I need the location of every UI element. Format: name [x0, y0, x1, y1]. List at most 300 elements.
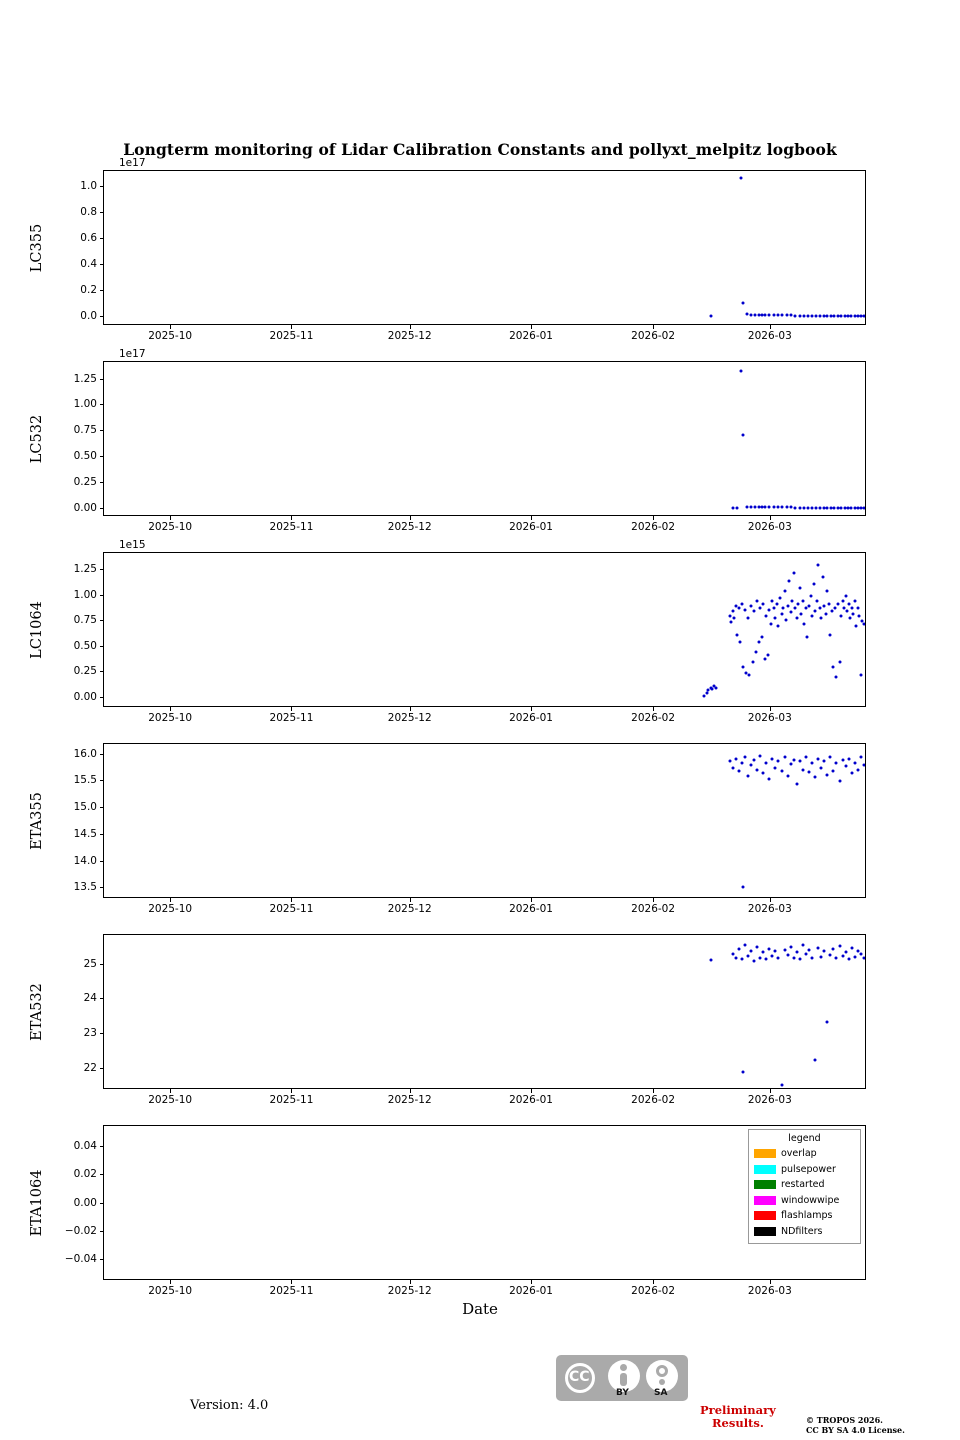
subplot-eta355 — [103, 743, 866, 898]
x-tick-label: 2025-11 — [269, 1094, 314, 1106]
data-point — [811, 957, 814, 960]
data-point — [801, 599, 804, 602]
legend-label: overlap — [781, 1148, 817, 1160]
y-tick-label: 0.04 — [73, 1140, 97, 1153]
legend-item — [754, 1208, 855, 1224]
x-tick-label: 2025-12 — [387, 712, 432, 724]
data-point — [783, 948, 786, 951]
data-point — [742, 666, 745, 669]
data-point — [786, 775, 789, 778]
data-point — [751, 661, 754, 664]
data-point — [812, 582, 815, 585]
y-tick-mark — [100, 780, 104, 781]
y-tick-label: 0.75 — [73, 614, 97, 627]
y-tick-mark — [100, 508, 104, 509]
data-point — [826, 506, 829, 509]
legend-item — [754, 1177, 855, 1193]
version-text: Version: 4.0 — [190, 1398, 269, 1413]
legend — [748, 1129, 861, 1244]
y-tick-mark — [100, 754, 104, 755]
data-point — [743, 944, 746, 947]
data-point — [750, 314, 753, 317]
data-point — [786, 605, 789, 608]
data-point — [856, 949, 859, 952]
data-point — [780, 769, 783, 772]
data-point — [737, 947, 740, 950]
x-tick-label: 2026-01 — [509, 1094, 553, 1106]
y-tick-label: 0.02 — [73, 1168, 97, 1181]
x-tick-label: 2026-01 — [509, 521, 553, 533]
cc-by-label: BY — [616, 1388, 629, 1398]
x-tick-mark — [170, 898, 171, 902]
data-point — [750, 506, 753, 509]
y-axis-offset-text: 1e15 — [119, 539, 146, 551]
data-point — [753, 610, 756, 613]
x-tick-label: 2025-12 — [387, 1285, 432, 1297]
data-point — [746, 313, 749, 316]
data-point — [780, 613, 783, 616]
data-point — [768, 777, 771, 780]
data-point — [771, 954, 774, 957]
data-point — [850, 607, 853, 610]
x-tick-label: 2026-02 — [631, 1094, 676, 1106]
data-point — [728, 615, 731, 618]
subplot-lc355 — [103, 170, 866, 325]
data-point — [768, 947, 771, 950]
legend-swatch-overlap — [754, 1149, 776, 1158]
data-point — [746, 954, 749, 957]
data-point — [803, 623, 806, 626]
data-point — [838, 945, 841, 948]
y-tick-mark — [100, 404, 104, 405]
x-tick-label: 2026-03 — [747, 1094, 792, 1106]
data-point — [750, 949, 753, 952]
data-point — [811, 615, 814, 618]
data-point — [763, 506, 766, 509]
data-point — [822, 506, 825, 509]
data-point — [826, 589, 829, 592]
y-tick-label: 0.00 — [73, 690, 97, 703]
data-point — [841, 759, 844, 762]
data-point — [829, 953, 832, 956]
x-tick-mark — [653, 898, 654, 902]
y-tick-mark — [100, 569, 104, 570]
data-point — [858, 615, 861, 618]
x-tick-mark — [410, 1280, 411, 1284]
data-point — [750, 605, 753, 608]
data-point — [844, 765, 847, 768]
data-point — [730, 621, 733, 624]
y-tick-label: 1.0 — [80, 179, 97, 192]
legend-label: flashlamps — [781, 1210, 833, 1222]
x-tick-label: 2025-12 — [387, 903, 432, 915]
data-point — [817, 757, 820, 760]
data-point — [774, 767, 777, 770]
data-point — [862, 764, 865, 767]
data-point — [762, 602, 765, 605]
data-point — [748, 674, 751, 677]
y-tick-mark — [100, 887, 104, 888]
data-point — [853, 761, 856, 764]
data-point — [814, 776, 817, 779]
subplot-eta532 — [103, 934, 866, 1089]
data-point — [862, 315, 865, 318]
y-tick-mark — [100, 964, 104, 965]
data-point — [705, 691, 708, 694]
data-point — [804, 756, 807, 759]
data-point — [769, 623, 772, 626]
data-point — [775, 602, 778, 605]
data-point — [765, 761, 768, 764]
data-point — [822, 315, 825, 318]
x-tick-mark — [291, 1280, 292, 1284]
data-point — [789, 763, 792, 766]
y-tick-mark — [100, 595, 104, 596]
copyright-line-1: © TROPOS 2026. — [806, 1415, 883, 1425]
x-tick-mark — [531, 516, 532, 520]
data-point — [862, 956, 865, 959]
data-point — [733, 617, 736, 620]
y-axis-offset-text: 1e17 — [119, 348, 146, 360]
data-point — [762, 951, 765, 954]
legend-label: NDfilters — [781, 1225, 823, 1237]
data-point — [811, 315, 814, 318]
cc-by-head — [620, 1364, 627, 1371]
data-point — [711, 687, 714, 690]
data-point — [824, 613, 827, 616]
legend-label: restarted — [781, 1179, 825, 1191]
y-axis-label-lc532: LC532 — [29, 414, 45, 463]
data-point — [814, 506, 817, 509]
x-tick-mark — [531, 707, 532, 711]
data-point — [779, 596, 782, 599]
x-tick-mark — [410, 707, 411, 711]
data-point — [786, 953, 789, 956]
y-tick-label: 1.25 — [73, 563, 97, 576]
data-point — [742, 434, 745, 437]
x-tick-mark — [170, 325, 171, 329]
data-point — [743, 756, 746, 759]
data-point — [840, 506, 843, 509]
data-point — [808, 770, 811, 773]
data-point — [840, 615, 843, 618]
data-point — [772, 607, 775, 610]
data-point — [782, 607, 785, 610]
data-point — [840, 315, 843, 318]
x-tick-label: 2025-11 — [269, 903, 314, 915]
data-point — [728, 760, 731, 763]
data-point — [838, 661, 841, 664]
x-tick-label: 2026-03 — [747, 330, 792, 342]
data-point — [774, 950, 777, 953]
data-point — [746, 617, 749, 620]
y-axis-label-eta1064: ETA1064 — [29, 1169, 45, 1236]
data-point — [853, 955, 856, 958]
legend-swatch-windowwipe — [754, 1196, 776, 1205]
x-tick-mark — [653, 325, 654, 329]
x-tick-label: 2026-01 — [509, 330, 553, 342]
plot-area — [104, 171, 865, 324]
y-tick-label: 23 — [83, 1027, 97, 1040]
data-point — [771, 757, 774, 760]
cc-sa-label: SA — [654, 1388, 668, 1398]
y-tick-label: 15.0 — [73, 801, 97, 814]
data-point — [743, 609, 746, 612]
y-tick-label: 16.0 — [73, 747, 97, 760]
data-point — [823, 605, 826, 608]
data-point — [734, 956, 737, 959]
y-tick-mark — [100, 238, 104, 239]
data-point — [754, 650, 757, 653]
x-tick-mark — [291, 1089, 292, 1093]
data-point — [832, 769, 835, 772]
data-point — [806, 635, 809, 638]
data-point — [753, 506, 756, 509]
y-tick-mark — [100, 430, 104, 431]
data-point — [818, 315, 821, 318]
data-point — [833, 607, 836, 610]
legend-swatch-pulsepower — [754, 1165, 776, 1174]
x-tick-mark — [291, 516, 292, 520]
y-tick-label: 0.00 — [73, 1196, 97, 1209]
data-point — [847, 958, 850, 961]
data-point — [740, 958, 743, 961]
y-tick-label: 14.5 — [73, 827, 97, 840]
data-point — [794, 315, 797, 318]
x-tick-mark — [653, 1089, 654, 1093]
data-point — [837, 602, 840, 605]
data-point — [759, 956, 762, 959]
y-tick-mark — [100, 1231, 104, 1232]
y-axis-label-eta532: ETA532 — [29, 982, 45, 1041]
data-point — [766, 653, 769, 656]
data-point — [830, 610, 833, 613]
data-point — [803, 315, 806, 318]
legend-swatch-ndfilters — [754, 1227, 776, 1236]
cc-license-badge — [556, 1355, 688, 1401]
data-point — [798, 315, 801, 318]
x-tick-label: 2026-03 — [747, 521, 792, 533]
data-point — [740, 176, 743, 179]
data-point — [763, 658, 766, 661]
data-point — [765, 958, 768, 961]
data-point — [772, 314, 775, 317]
y-tick-label: 1.00 — [73, 398, 97, 411]
data-point — [807, 315, 810, 318]
y-tick-label: 0.8 — [80, 205, 97, 218]
y-tick-label: 1.25 — [73, 372, 97, 385]
data-point — [777, 625, 780, 628]
x-tick-label: 2026-02 — [631, 330, 676, 342]
data-point — [841, 954, 844, 957]
plot-area — [104, 362, 865, 515]
data-point — [844, 594, 847, 597]
y-tick-label: −0.04 — [64, 1252, 97, 1265]
data-point — [808, 605, 811, 608]
data-point — [832, 666, 835, 669]
data-point — [746, 506, 749, 509]
y-tick-label: 13.5 — [73, 881, 97, 894]
y-tick-label: 0.4 — [80, 257, 97, 270]
data-point — [803, 506, 806, 509]
x-tick-mark — [653, 516, 654, 520]
subplot-lc1064 — [103, 552, 866, 707]
data-point — [777, 957, 780, 960]
data-point — [820, 767, 823, 770]
data-point — [856, 768, 859, 771]
x-tick-label: 2026-01 — [509, 712, 553, 724]
data-point — [811, 761, 814, 764]
legend-swatch-restarted — [754, 1180, 776, 1189]
data-point — [795, 617, 798, 620]
data-point — [736, 633, 739, 636]
y-tick-label: 0.2 — [80, 283, 97, 296]
data-point — [774, 617, 777, 620]
data-point — [790, 506, 793, 509]
data-point — [785, 619, 788, 622]
x-tick-label: 2025-11 — [269, 712, 314, 724]
y-tick-mark — [100, 1146, 104, 1147]
data-point — [777, 760, 780, 763]
y-tick-label: 0.25 — [73, 475, 97, 488]
y-tick-label: 0.00 — [73, 501, 97, 514]
data-point — [737, 607, 740, 610]
x-tick-mark — [531, 1089, 532, 1093]
x-tick-mark — [410, 898, 411, 902]
data-point — [850, 772, 853, 775]
data-point — [826, 315, 829, 318]
data-point — [753, 314, 756, 317]
x-tick-label: 2025-12 — [387, 1094, 432, 1106]
x-tick-mark — [291, 325, 292, 329]
y-axis-label-eta355: ETA355 — [29, 791, 45, 850]
data-point — [809, 594, 812, 597]
data-point — [808, 948, 811, 951]
data-point — [792, 572, 795, 575]
data-point — [759, 607, 762, 610]
data-point — [797, 602, 800, 605]
x-tick-mark — [653, 1280, 654, 1284]
data-point — [835, 761, 838, 764]
x-tick-mark — [291, 898, 292, 902]
y-tick-mark — [100, 1068, 104, 1069]
data-point — [763, 314, 766, 317]
y-tick-mark — [100, 264, 104, 265]
data-point — [841, 599, 844, 602]
x-tick-label: 2026-02 — [631, 1285, 676, 1297]
x-tick-label: 2025-10 — [148, 1094, 193, 1106]
preliminary-line-2: Results. — [711, 1416, 764, 1430]
data-point — [829, 633, 832, 636]
data-point — [817, 564, 820, 567]
y-tick-label: −0.02 — [64, 1224, 97, 1237]
y-tick-label: 0.50 — [73, 639, 97, 652]
data-point — [740, 370, 743, 373]
legend-item — [754, 1146, 855, 1162]
y-tick-label: 1.00 — [73, 588, 97, 601]
data-point — [798, 760, 801, 763]
data-point — [823, 760, 826, 763]
x-tick-label: 2025-10 — [148, 521, 193, 533]
data-point — [835, 676, 838, 679]
data-point — [714, 686, 717, 689]
x-tick-mark — [291, 707, 292, 711]
x-tick-mark — [531, 1280, 532, 1284]
data-point — [781, 506, 784, 509]
data-point — [807, 506, 810, 509]
plot-area — [104, 744, 865, 897]
data-point — [736, 506, 739, 509]
x-tick-label: 2026-01 — [509, 903, 553, 915]
data-point — [829, 756, 832, 759]
data-point — [798, 958, 801, 961]
cc-letters: CC — [569, 1369, 590, 1385]
legend-title: legend — [788, 1133, 821, 1144]
data-point — [846, 610, 849, 613]
y-tick-label: 0.6 — [80, 231, 97, 244]
x-tick-label: 2025-11 — [269, 1285, 314, 1297]
x-tick-mark — [770, 516, 771, 520]
x-tick-label: 2026-02 — [631, 521, 676, 533]
x-tick-mark — [531, 325, 532, 329]
data-point — [765, 615, 768, 618]
x-tick-mark — [770, 325, 771, 329]
data-point — [838, 780, 841, 783]
data-point — [818, 506, 821, 509]
x-tick-label: 2025-11 — [269, 521, 314, 533]
data-point — [781, 314, 784, 317]
x-tick-mark — [410, 516, 411, 520]
y-tick-label: 0.25 — [73, 665, 97, 678]
y-tick-mark — [100, 482, 104, 483]
subplot-lc532 — [103, 361, 866, 516]
data-point — [777, 506, 780, 509]
data-point — [859, 953, 862, 956]
plot-area — [104, 553, 865, 706]
data-point — [798, 506, 801, 509]
data-point — [849, 617, 852, 620]
data-point — [823, 950, 826, 953]
x-tick-label: 2026-01 — [509, 1285, 553, 1297]
x-tick-label: 2026-03 — [747, 903, 792, 915]
x-tick-mark — [531, 898, 532, 902]
legend-label: windowwipe — [781, 1194, 840, 1206]
figure-title: Longterm monitoring of Lidar Calibration Constants and pollyxt_melpitz logbook — [123, 140, 837, 159]
data-point — [832, 947, 835, 950]
data-point — [820, 617, 823, 620]
data-point — [772, 506, 775, 509]
data-point — [856, 607, 859, 610]
x-tick-label: 2026-03 — [747, 1285, 792, 1297]
x-tick-label: 2025-10 — [148, 330, 193, 342]
data-point — [783, 756, 786, 759]
data-point — [849, 506, 852, 509]
x-tick-label: 2025-12 — [387, 521, 432, 533]
x-tick-mark — [410, 1089, 411, 1093]
data-point — [855, 625, 858, 628]
data-point — [814, 315, 817, 318]
data-point — [826, 774, 829, 777]
legend-swatch-flashlamps — [754, 1211, 776, 1220]
x-tick-mark — [770, 707, 771, 711]
data-point — [801, 944, 804, 947]
data-point — [849, 315, 852, 318]
y-tick-mark — [100, 697, 104, 698]
preliminary-line-1: Preliminary — [700, 1403, 776, 1417]
data-point — [804, 953, 807, 956]
data-point — [777, 314, 780, 317]
data-point — [753, 960, 756, 963]
